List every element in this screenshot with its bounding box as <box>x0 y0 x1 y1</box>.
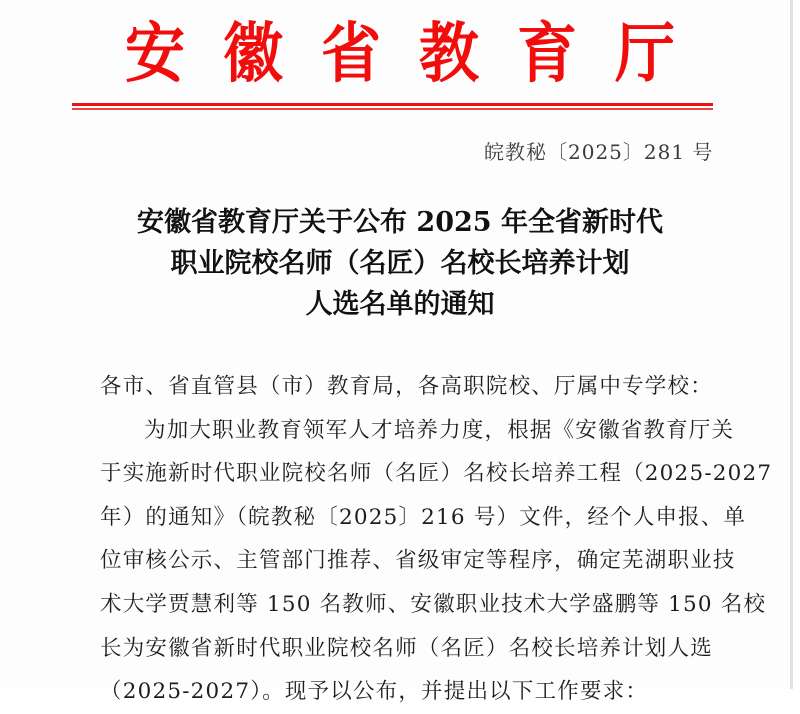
title-line: 职业院校名师（名匠）名校长培养计划 <box>170 248 630 279</box>
masthead-char: 厅 <box>615 16 675 92</box>
masthead-rule-thick <box>72 103 713 106</box>
masthead-char: 省 <box>321 16 381 92</box>
page-edge-divider <box>790 0 793 689</box>
masthead-title <box>120 14 680 94</box>
document-title <box>100 202 700 325</box>
document-number: 皖教秘〔2025〕281 号 <box>484 140 714 164</box>
document-body <box>100 365 773 714</box>
title-line: 人选名单的通知 <box>305 289 495 320</box>
masthead-char: 教 <box>419 16 479 92</box>
paragraph-line: 术大学贾慧利等 150 名教师、安徽职业技术大学盛鹏等 150 名校 <box>100 591 767 617</box>
paragraph-line: 年）的通知》（皖教秘〔2025〕216 号）文件，经个人申报、单 <box>100 504 747 530</box>
paragraph-line: 为加大职业教育领军人才培养力度，根据《安徽省教育厅关 <box>144 417 735 443</box>
masthead-char: 徽 <box>223 16 283 92</box>
paragraph-line: （2025-2027）。现予以公布，并提出以下工作要求： <box>100 679 649 705</box>
salutation: 各市、省直管县（市）教育局，各高职院校、厅属中专学校： <box>100 374 713 399</box>
paragraph-line: 长为安徽省新时代职业院校名师（名匠）名校长培养计划人选 <box>100 635 713 661</box>
masthead-rule-thin <box>72 108 713 110</box>
masthead-char: 安 <box>125 16 185 92</box>
paragraph-line: 于实施新时代职业院校名师（名匠）名校长培养工程（2025-2027 <box>100 461 773 487</box>
masthead-char: 育 <box>517 16 577 92</box>
title-line: 安徽省教育厅关于公布 2025 年全省新时代 <box>137 207 663 238</box>
paragraph-line: 位审核公示、主管部门推荐、省级审定等程序，确定芜湖职业技 <box>100 548 736 574</box>
